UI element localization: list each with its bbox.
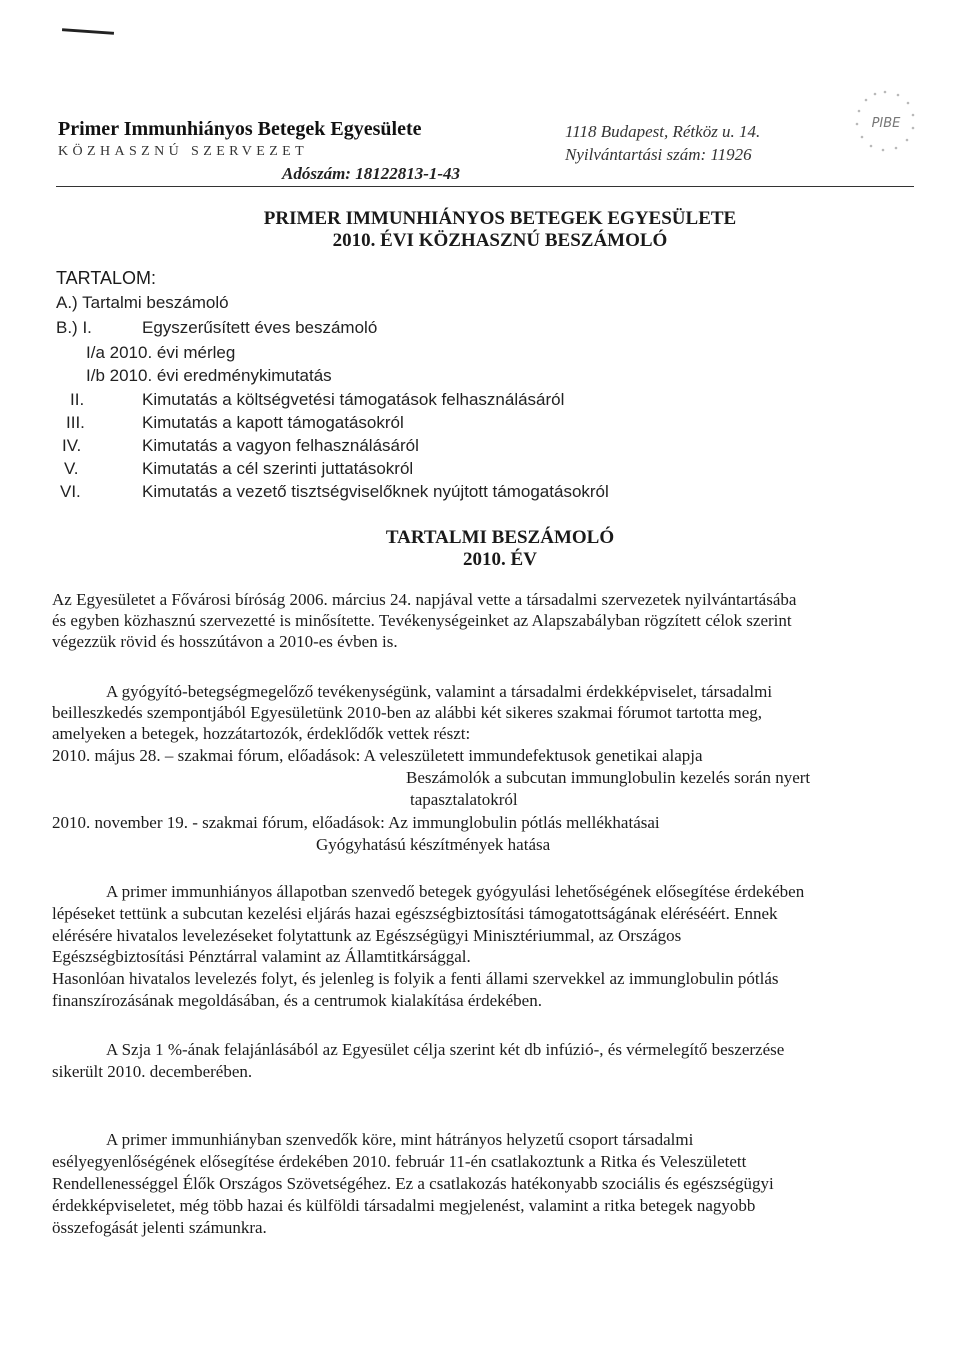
paragraph-line: A primer immunhiányos állapotban szenvedő betegek gyógyulási lehetőségének elősegítése érdekében <box>106 882 805 901</box>
org-name: Primer Immunhiányos Betegek Egyesülete <box>58 118 422 140</box>
paragraph-line: Hasonlóan hivatalos levelezés folyt, és jelenleg is folyik a fenti állami szervekkel az immunglobulin pótlás <box>52 969 779 988</box>
forum-entry-continued: Gyógyhatású készítmények hatása <box>316 835 551 854</box>
paragraph-line: beilleszkedés szempontjából Egyesületünk 2010-ben az alábbi két sikeres szakmai fórumot tartotta meg, <box>52 703 762 722</box>
paragraph-line: A primer immunhiányban szenvedők köre, mint hátrányos helyzetű csoport társadalmi <box>106 1130 694 1149</box>
forum-entry: 2010. május 28. – szakmai fórum, előadások: A veleszületett immundefektusok genetikai alapja <box>52 746 703 765</box>
forum-entry: 2010. november 19. - szakmai fórum, előadások: Az immunglobulin pótlás mellékhatásai <box>52 813 660 832</box>
toc-item-number: B.) I. <box>56 318 92 337</box>
scan-mark <box>62 28 114 35</box>
toc-item-text: Kimutatás a vagyon felhasználásáról <box>142 436 419 455</box>
toc-item-text: I/a 2010. évi mérleg <box>86 343 236 362</box>
forum-entry-continued: tapasztalatokról <box>410 790 518 809</box>
header-divider <box>56 186 914 187</box>
org-type: KÖZHASZNÚ SZERVEZET <box>58 144 309 159</box>
paragraph-line: és egyben közhasznú szervezetté is minősítette. Tevékenységeinket az Alapszabályban rögzített célok szerint <box>52 611 792 630</box>
toc-item <box>56 293 229 313</box>
paragraph-line: összefogását jelenti számunkra. <box>52 1218 267 1237</box>
forum-entry-continued: Beszámolók a subcutan immunglobulin kezelés során nyert <box>406 768 811 787</box>
toc-heading: TARTALOM: <box>56 268 157 288</box>
tax-number: Adószám: 18122813-1-43 <box>282 164 461 183</box>
paragraph-line: érdekképviseletet, még több hazai és külföldi társadalmi megjelenést, valamint a ritka betegek nagyobb <box>52 1196 756 1215</box>
toc-item-number: V. <box>64 459 79 478</box>
toc-item-text: Kimutatás a kapott támogatásokról <box>142 413 404 432</box>
paragraph-line: Az Egyesületet a Fővárosi bíróság 2006. március 24. napjával vette a társadalmi szervezetek nyilvántartásába <box>52 590 797 609</box>
address: 1118 Budapest, Rétköz u. 14. <box>565 122 761 141</box>
toc-item <box>56 318 92 338</box>
paragraph-line: Rendellenességgel Élők Országos Szövetségéhez. Ez a csatlakozás hatékonyabb szociális és egészségügyi <box>52 1174 774 1193</box>
toc-item-number: II. <box>70 390 85 409</box>
paragraph-line: végezzük rövid és hosszútávon a 2010-es évben is. <box>52 632 398 651</box>
toc-item-text: Kimutatás a cél szerinti juttatásokról <box>142 459 414 478</box>
toc-item-text: Kimutatás a költségvetési támogatások felhasználásáról <box>142 390 565 409</box>
document-title-line1: PRIMER IMMUNHIÁNYOS BETEGEK EGYESÜLETE <box>263 208 737 229</box>
paragraph-line: esélyegyenlőségének elősegítése érdekében 2010. február 11-én csatlakoztunk a Ritka és Veleszületett <box>52 1152 747 1171</box>
section-title: TARTALMI BESZÁMOLÓ <box>385 527 615 548</box>
toc-item-number: A.) <box>56 293 78 312</box>
toc-item-number: IV. <box>62 436 82 455</box>
section-year: 2010. ÉV <box>463 549 537 570</box>
organization-logo-icon <box>850 86 920 156</box>
document-title-line2: 2010. ÉVI KÖZHASZNÚ BESZÁMOLÓ <box>332 230 668 251</box>
toc-item-number: VI. <box>60 482 81 501</box>
paragraph-line: Egészségbiztosítási Pénztárral valamint az Államtitkársággal. <box>52 947 471 966</box>
paragraph-line: finanszírozásának megoldásában, és a centrumok kialakítása érdekében. <box>52 991 542 1010</box>
toc-item-text: Tartalmi beszámoló <box>82 293 229 312</box>
paragraph-line: A gyógyító-betegségmegelőző tevékenységünk, valamint a társadalmi érdekképviselet, társadalmi <box>106 682 773 701</box>
paragraph-line: amelyeken a betegek, hozzátartozók, érdeklődők vettek részt: <box>52 724 471 743</box>
registry-number: Nyilvántartási szám: 11926 <box>565 145 752 164</box>
paragraph-line: sikerült 2010. decemberében. <box>52 1062 253 1081</box>
paragraph-line: A Szja 1 %-ának felajánlásából az Egyesület célja szerint két db infúzió-, és vérmelegítő beszerzése <box>106 1040 785 1059</box>
toc-item-text: I/b 2010. évi eredménykimutatás <box>86 366 332 385</box>
toc-item-text: Egyszerűsített éves beszámoló <box>142 318 378 337</box>
paragraph-line: elérésére hivatalos levelezéseket folytattunk az Egészségügyi Minisztériummal, az Országos <box>52 926 682 945</box>
paragraph-line: lépéseket tettünk a subcutan kezelési eljárás hazai egészségbiztosítási támogatottságának eléréséért. Ennek <box>52 904 778 923</box>
logo-lettering: PIBE <box>871 116 901 131</box>
toc-item-text: Kimutatás a vezető tisztségviselőknek nyújtott támogatásokról <box>142 482 609 501</box>
toc-item-number: III. <box>66 413 85 432</box>
